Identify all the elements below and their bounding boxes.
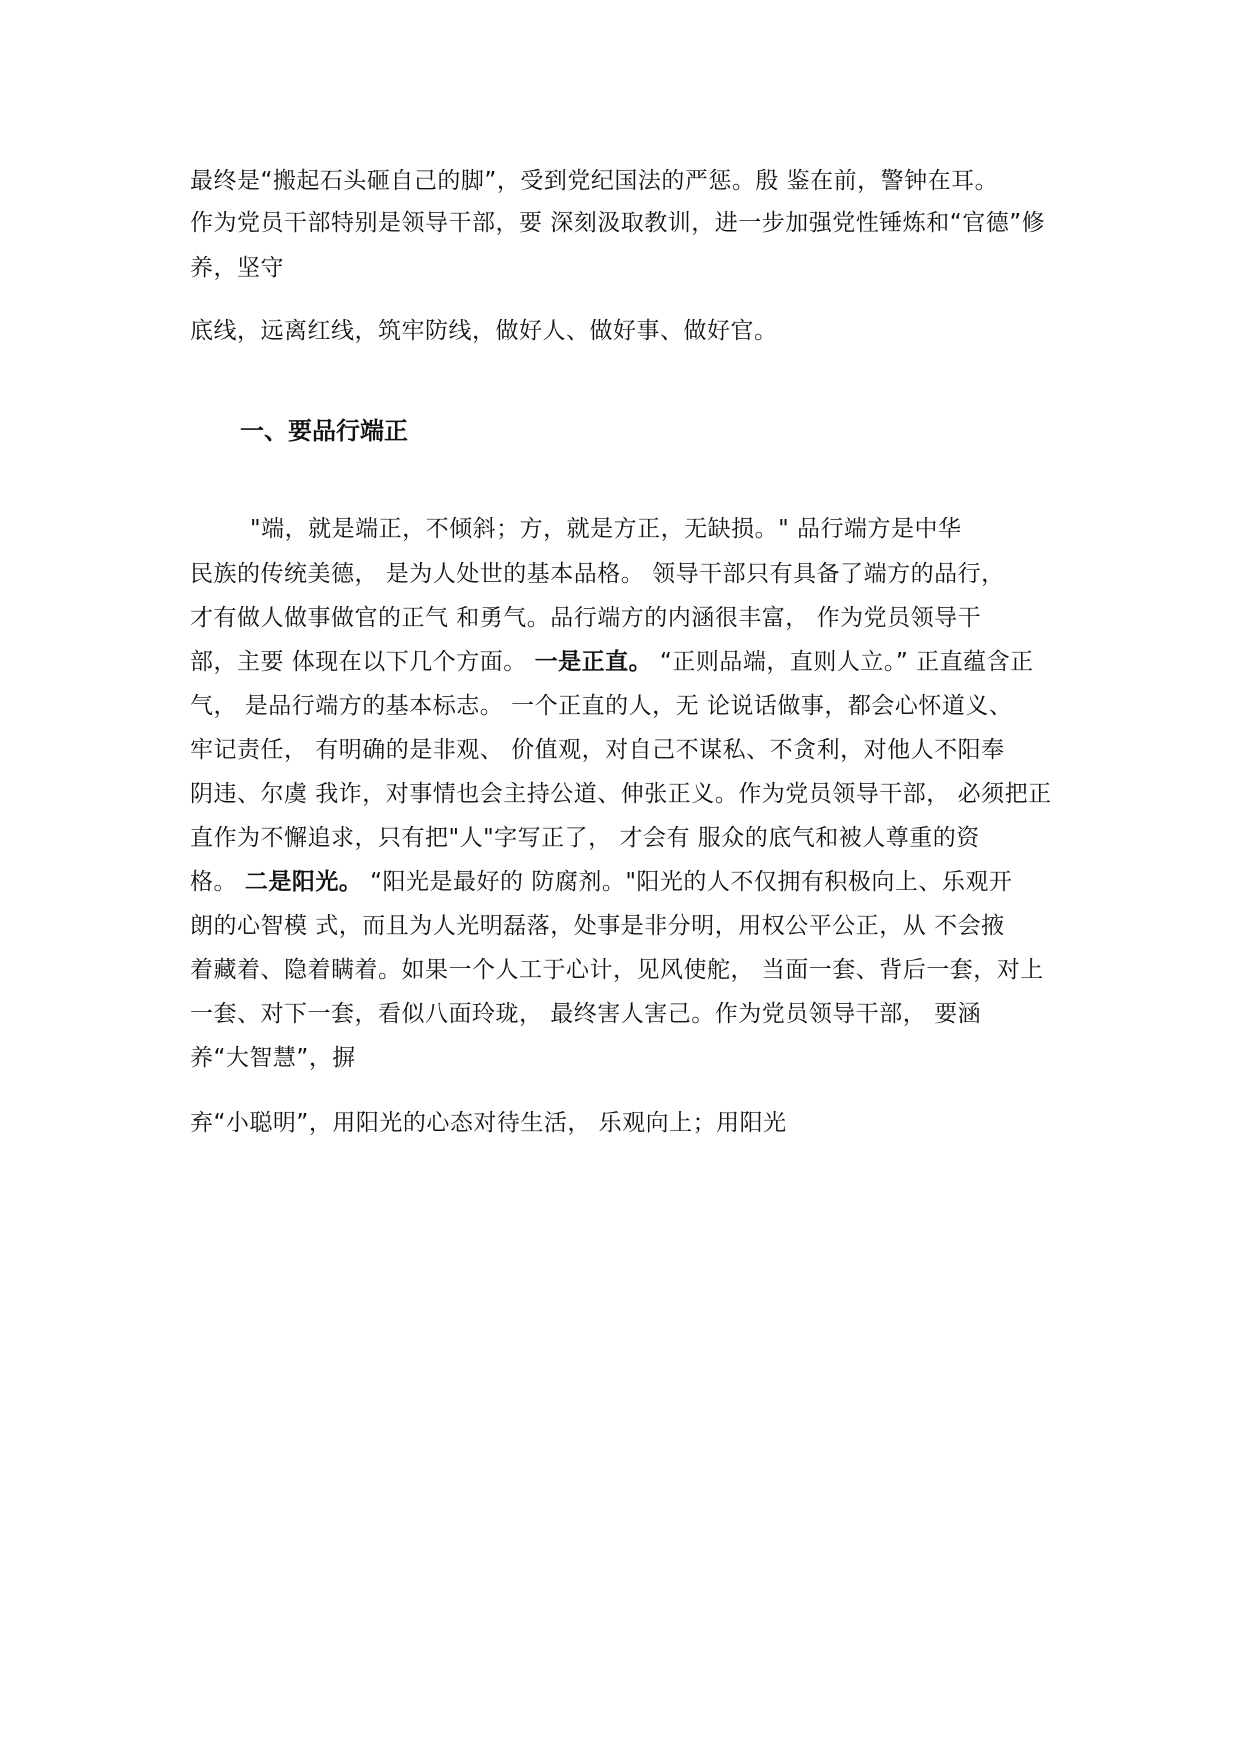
body-line-11: 着藏着、隐着瞒着。如果一个人工于心计，见风使舵， 当面一套、背后一套，对上 [190, 957, 1044, 983]
body-line-9-post: “阳光是最好的 防腐剂。"阳光的人不仅拥有积极向上、乐观开 [362, 869, 1013, 895]
body-line-7: 阴违、尔虞 我诈，对事情也会主持公道、伸张正义。作为党员领导干部， 必须把正 [190, 781, 1052, 807]
body-line-14: 弃“小聪明”，用阳光的心态对待生活， 乐观向上；用阳光 [190, 1110, 787, 1136]
bold-phrase-zhengzhi: 一是正直。 [534, 649, 653, 675]
body-line-2: 民族的传统美德， 是为人处世的基本品格。 领导干部只有具备了端方的品行， [190, 561, 1005, 587]
text-line-3: 养，坚守 [190, 255, 284, 281]
text-line-4: 底线，远离红线，筑牢防线，做好人、做好事、做好官。 [190, 318, 778, 344]
body-line-4-pre: 部，主要 体现在以下几个方面。 [190, 649, 535, 675]
bold-phrase-yangguang: 二是阳光。 [244, 869, 363, 895]
body-line-4-post: “正则品端，直则人立。” 正直蕴含正 [652, 649, 1034, 675]
body-line-9-pre: 格。 [190, 869, 245, 895]
body-line-12: 一套、对下一套，看似八面玲珑， 最终害人害己。作为党员领导干部， 要涵 [190, 1001, 982, 1027]
body-line-1: "端，就是端正，不倾斜；方，就是方正，无缺损。" 品行端方是中华 [250, 516, 962, 542]
body-line-13: 养“大智慧”，摒 [190, 1045, 356, 1071]
text-line-2: 作为党员干部特别是领导干部，要 深刻汲取教训，进一步加强党性锤炼和“官德”修 [190, 210, 1046, 236]
text-line-1: 最终是“搬起石头砸自己的脚”，受到党纪国法的严惩。殷 鉴在前，警钟在耳。 [190, 168, 999, 194]
body-line-10: 朗的心智模 式，而且为人光明磊落，处事是非分明，用权公平公正，从 不会掖 [190, 913, 1005, 939]
body-line-6: 牢记责任， 有明确的是非观、 价值观，对自己不谋私、不贪利，对他人不阳奉 [190, 737, 1005, 763]
body-line-5: 气， 是品行端方的基本标志。 一个正直的人，无 论说话做事，都会心怀道义、 [190, 693, 1013, 719]
body-line-8: 直作为不懈追求，只有把"人"字写正了， 才会有 服众的底气和被人尊重的资 [190, 825, 980, 851]
section-heading: 一、要品行端正 [240, 417, 408, 445]
body-line-3: 才有做人做事做官的正气 和勇气。品行端方的内涵很丰富， 作为党员领导干 [190, 605, 982, 631]
body-line-9 [190, 867, 1012, 897]
body-line-4 [190, 647, 1034, 677]
